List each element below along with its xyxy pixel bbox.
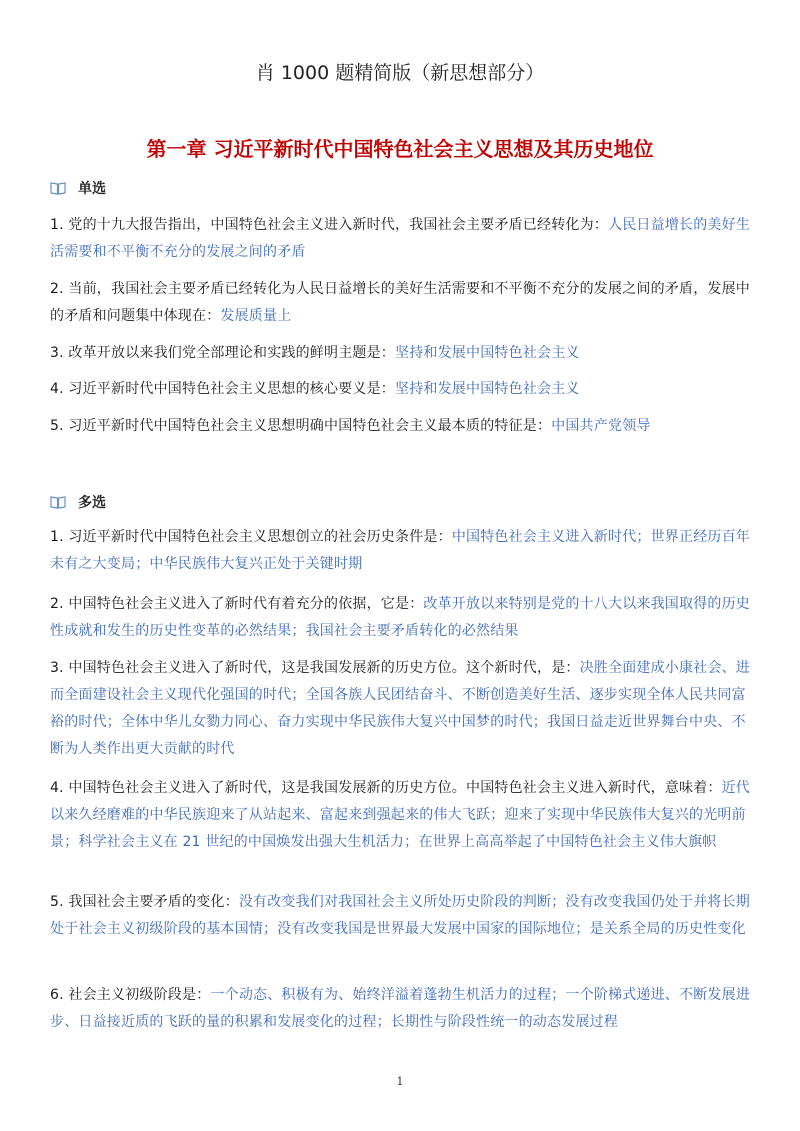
question-item	[50, 655, 756, 763]
answer-text: 近代以来久经磨难的中华民族迎来了从站起来、富起来到强起来的伟大飞跃；迎来了实现中华民族伟大复兴的光明前景；科学社会主义在 21 世纪的中国焕发出强大生机活力；在世界上高高举起了中国特色社会主义伟大旗帜	[50, 780, 751, 850]
answer-text: 人民日益增长的美好生活需要和不平衡不充分的发展之间的矛盾	[50, 217, 751, 260]
question-item	[50, 413, 756, 440]
document-title: 肖 1000 题精简版（新思想部分）	[255, 62, 545, 84]
question-item	[50, 212, 756, 266]
question-text: 1. 党的十九大报告指出，中国特色社会主义进入新时代，我国社会主要矛盾已经转化为：	[50, 217, 609, 233]
question-item	[50, 982, 756, 1036]
section-heading-multiple	[50, 492, 106, 512]
question-item	[50, 889, 756, 943]
question-item	[50, 340, 756, 367]
section-heading-single	[50, 178, 106, 198]
book-icon	[50, 181, 66, 195]
answer-text: 一个动态、积极有为、始终洋溢着蓬勃生机活力的过程；一个阶梯式递进、不断发展进步、日益接近质的飞跃的量的积累和发展变化的过程；长期性与阶段性统一的动态发展过程	[50, 987, 751, 1030]
chapter-title: 第一章 习近平新时代中国特色社会主义思想及其历史地位	[146, 137, 654, 161]
section-heading-label: 多选	[78, 495, 106, 511]
page-number: 1	[396, 1075, 404, 1088]
question-item	[50, 524, 756, 578]
answer-text: 没有改变我们对我国社会主义所处历史阶段的判断；没有改变我国仍处于并将长期处于社会主义初级阶段的基本国情；没有改变我国是世界最大发展中国家的国际地位；是关系全局的历史性变化	[50, 894, 751, 937]
answer-text: 改革开放以来特别是党的十八大以来我国取得的历史性成就和发生的历史性变革的必然结果；我国社会主要矛盾转化的必然结果	[50, 596, 751, 639]
answer-text: 中国共产党领导	[551, 418, 651, 434]
question-text: 3. 中国特色社会主义进入了新时代，这是我国发展新的历史方位。这个新时代，是：	[50, 660, 580, 676]
question-text: 5. 我国社会主要矛盾的变化：	[50, 894, 239, 910]
answer-text: 发展质量上	[220, 308, 292, 324]
answer-text: 决胜全面建成小康社会、进而全面建设社会主义现代化强国的时代；全国各族人民团结奋斗、不断创造美好生活、逐步实现全体人民共同富裕的时代；全体中华儿女勠力同心、奋力实现中华民族伟大复兴中国梦的时代；我国日益走近世界舞台中央、不断为人类作出更大贡献的时代	[50, 660, 751, 757]
question-text: 2. 当前，我国社会主要矛盾已经转化为人民日益增长的美好生活需要和不平衡不充分的发展之间的矛盾，发展中的矛盾和问题集中体现在：	[50, 281, 751, 324]
question-item	[50, 591, 756, 645]
question-text: 2. 中国特色社会主义进入了新时代有着充分的依据，它是：	[50, 596, 424, 612]
question-item	[50, 775, 756, 856]
question-text: 4. 习近平新时代中国特色社会主义思想的核心要义是：	[50, 381, 396, 397]
answer-text: 中国特色社会主义进入新时代；世界正经历百年未有之大变局；中华民族伟大复兴正处于关键时期	[50, 529, 751, 572]
question-item	[50, 276, 756, 330]
question-text: 3. 改革开放以来我们党全部理论和实践的鲜明主题是：	[50, 345, 396, 361]
book-icon	[50, 495, 66, 509]
section-heading-label: 单选	[78, 181, 106, 197]
question-text: 5. 习近平新时代中国特色社会主义思想明确中国特色社会主义最本质的特征是：	[50, 418, 552, 434]
question-text: 6. 社会主义初级阶段是：	[50, 987, 211, 1003]
answer-text: 坚持和发展中国特色社会主义	[395, 345, 580, 361]
question-text: 1. 习近平新时代中国特色社会主义思想创立的社会历史条件是：	[50, 529, 452, 545]
question-text: 4. 中国特色社会主义进入了新时代，这是我国发展新的历史方位。中国特色社会主义进入新时代，意味着：	[50, 780, 722, 796]
question-item	[50, 376, 756, 403]
answer-text: 坚持和发展中国特色社会主义	[395, 381, 580, 397]
